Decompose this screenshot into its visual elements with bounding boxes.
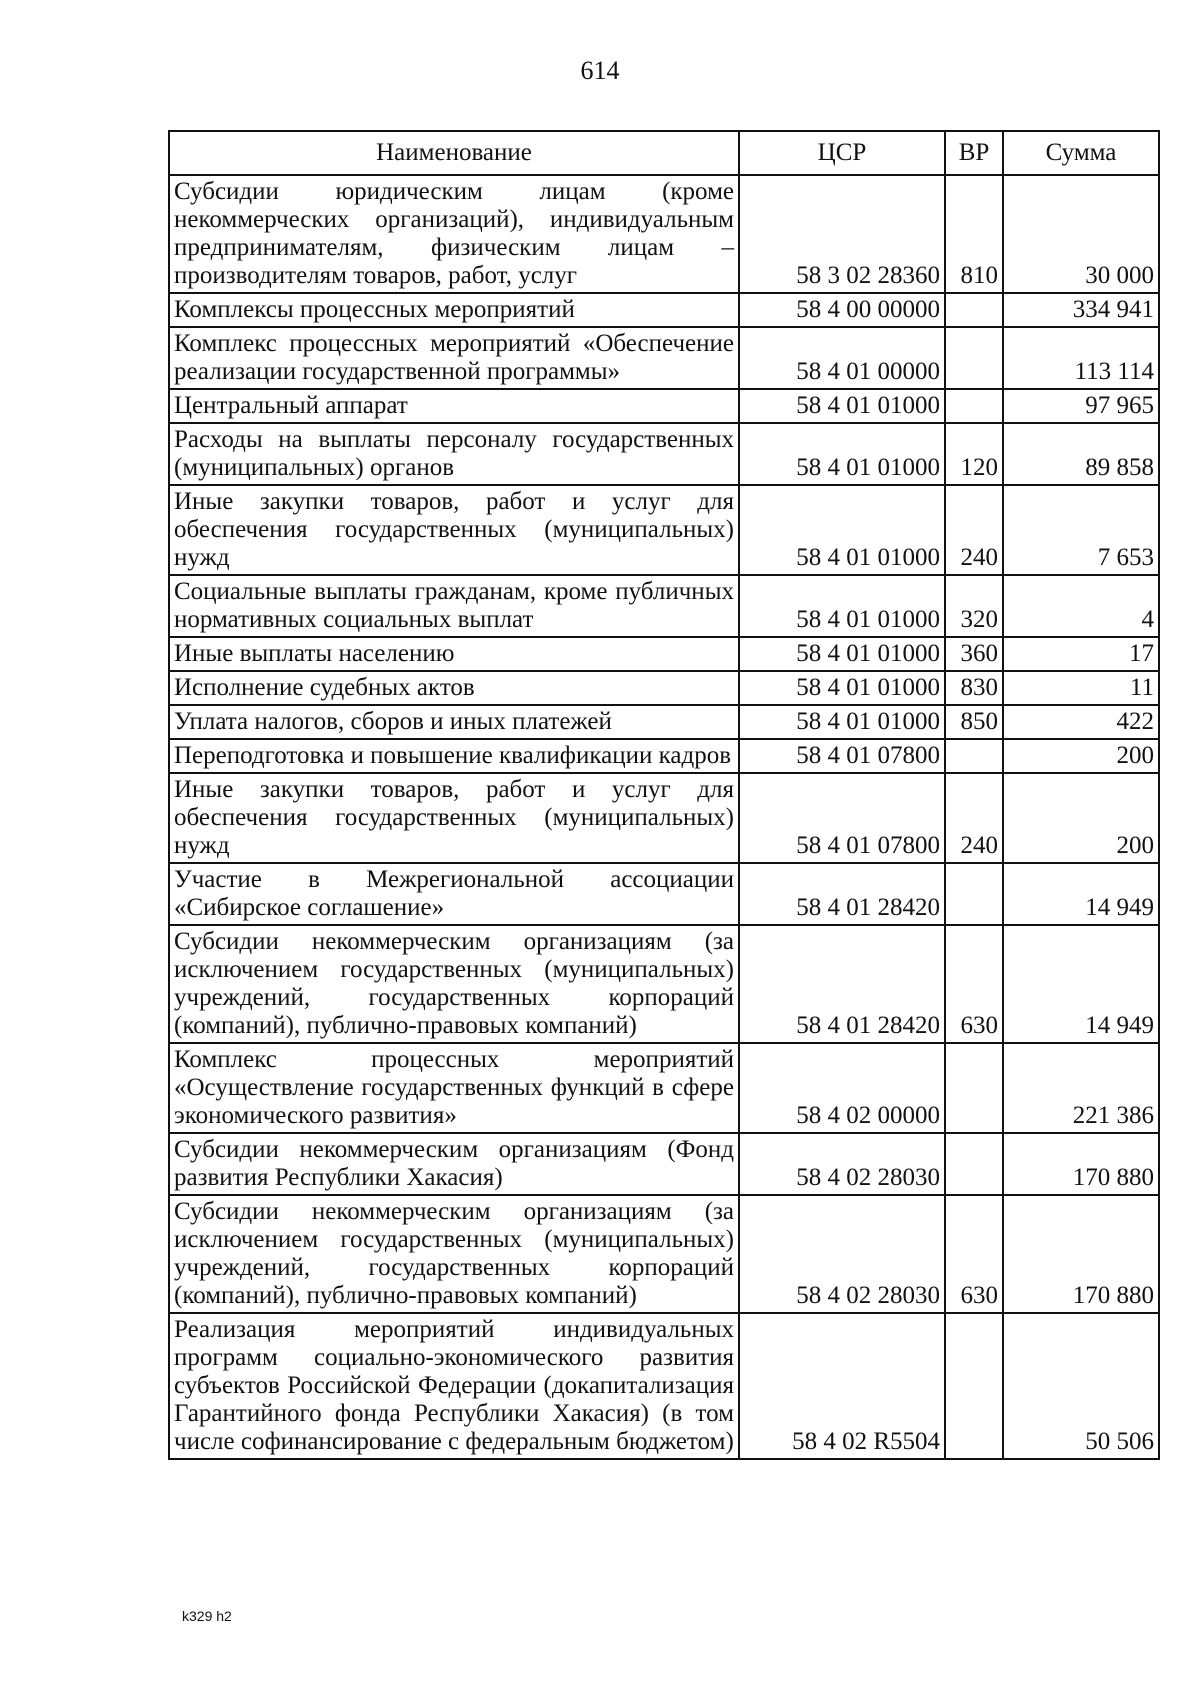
row-sum: 170 880 <box>1003 1195 1159 1313</box>
table-row <box>169 175 1159 293</box>
row-vr <box>945 1313 1003 1459</box>
row-sum: 4 <box>1003 575 1159 637</box>
row-name: Расходы на выплаты персоналу государственных (муниципальных) органов <box>169 423 739 485</box>
row-csr: 58 4 02 R5504 <box>739 1313 945 1459</box>
row-sum: 7 653 <box>1003 485 1159 575</box>
row-sum: 89 858 <box>1003 423 1159 485</box>
row-sum: 97 965 <box>1003 389 1159 423</box>
table-row <box>169 575 1159 637</box>
table-row <box>169 925 1159 1043</box>
table-row <box>169 1195 1159 1313</box>
row-csr: 58 4 01 28420 <box>739 925 945 1043</box>
row-sum: 334 941 <box>1003 293 1159 327</box>
row-sum: 50 506 <box>1003 1313 1159 1459</box>
row-sum: 30 000 <box>1003 175 1159 293</box>
row-csr: 58 4 01 01000 <box>739 423 945 485</box>
row-sum: 200 <box>1003 773 1159 863</box>
row-csr: 58 4 01 01000 <box>739 389 945 423</box>
row-csr: 58 4 01 07800 <box>739 739 945 773</box>
row-vr: 850 <box>945 705 1003 739</box>
row-vr: 810 <box>945 175 1003 293</box>
row-csr: 58 4 01 01000 <box>739 671 945 705</box>
table-row <box>169 1313 1159 1459</box>
row-name: Уплата налогов, сборов и иных платежей <box>169 705 739 739</box>
row-sum: 113 114 <box>1003 327 1159 389</box>
table-row <box>169 705 1159 739</box>
row-vr <box>945 1133 1003 1195</box>
table-row <box>169 389 1159 423</box>
row-csr: 58 4 01 00000 <box>739 327 945 389</box>
row-sum: 200 <box>1003 739 1159 773</box>
row-vr: 320 <box>945 575 1003 637</box>
row-vr <box>945 739 1003 773</box>
row-csr: 58 4 01 01000 <box>739 575 945 637</box>
row-csr: 58 4 01 28420 <box>739 863 945 925</box>
header-sum: Сумма <box>1003 131 1159 175</box>
table-row <box>169 1133 1159 1195</box>
table-row <box>169 485 1159 575</box>
row-csr: 58 4 00 00000 <box>739 293 945 327</box>
header-csr: ЦСР <box>739 131 945 175</box>
row-name: Комплексы процессных мероприятий <box>169 293 739 327</box>
row-vr: 360 <box>945 637 1003 671</box>
table-row <box>169 671 1159 705</box>
table-row <box>169 637 1159 671</box>
row-vr <box>945 863 1003 925</box>
row-name: Социальные выплаты гражданам, кроме публичных нормативных социальных выплат <box>169 575 739 637</box>
header-vr: ВР <box>945 131 1003 175</box>
row-sum: 221 386 <box>1003 1043 1159 1133</box>
table-row <box>169 863 1159 925</box>
row-csr: 58 3 02 28360 <box>739 175 945 293</box>
row-vr <box>945 389 1003 423</box>
row-name: Субсидии некоммерческим организациям (за исключением государственных (муниципальных) учреждений, государственных корпораций (компаний), публично-правовых компаний) <box>169 925 739 1043</box>
row-sum: 14 949 <box>1003 863 1159 925</box>
row-vr: 630 <box>945 925 1003 1043</box>
row-csr: 58 4 01 01000 <box>739 637 945 671</box>
table-row <box>169 327 1159 389</box>
row-name: Реализация мероприятий индивидуальных программ социально-экономического развития субъектов Российской Федерации (докапитализация Гарантийного фонда Республики Хакасия) (в том числе софинансирование с федеральным бюджетом) <box>169 1313 739 1459</box>
budget-table <box>168 130 1160 1460</box>
row-name: Иные закупки товаров, работ и услуг для обеспечения государственных (муниципальных) нужд <box>169 773 739 863</box>
row-sum: 11 <box>1003 671 1159 705</box>
row-name: Участие в Межрегиональной ассоциации «Сибирское соглашение» <box>169 863 739 925</box>
row-csr: 58 4 02 28030 <box>739 1195 945 1313</box>
table-row <box>169 423 1159 485</box>
row-vr: 240 <box>945 485 1003 575</box>
footer-code: k329 h2 <box>182 1608 232 1624</box>
row-vr: 630 <box>945 1195 1003 1313</box>
row-name: Иные закупки товаров, работ и услуг для обеспечения государственных (муниципальных) нужд <box>169 485 739 575</box>
row-name: Субсидии юридическим лицам (кроме некоммерческих организаций), индивидуальным предпринимателям, физическим лицам – производителям товаров, работ, услуг <box>169 175 739 293</box>
row-vr <box>945 327 1003 389</box>
row-sum: 170 880 <box>1003 1133 1159 1195</box>
table-header-row <box>169 131 1159 175</box>
row-vr: 240 <box>945 773 1003 863</box>
row-sum: 17 <box>1003 637 1159 671</box>
row-name: Комплекс процессных мероприятий «Обеспечение реализации государственной программы» <box>169 327 739 389</box>
row-name: Субсидии некоммерческим организациям (Фонд развития Республики Хакасия) <box>169 1133 739 1195</box>
row-csr: 58 4 01 01000 <box>739 485 945 575</box>
row-name: Комплекс процессных мероприятий «Осуществление государственных функций в сфере экономического развития» <box>169 1043 739 1133</box>
table-row <box>169 773 1159 863</box>
page-number: 614 <box>580 56 620 85</box>
row-csr: 58 4 02 28030 <box>739 1133 945 1195</box>
table-row <box>169 293 1159 327</box>
row-vr: 120 <box>945 423 1003 485</box>
row-vr <box>945 1043 1003 1133</box>
row-name: Исполнение судебных актов <box>169 671 739 705</box>
row-csr: 58 4 02 00000 <box>739 1043 945 1133</box>
table-row <box>169 739 1159 773</box>
row-name: Иные выплаты населению <box>169 637 739 671</box>
row-name: Переподготовка и повышение квалификации кадров <box>169 739 739 773</box>
row-sum: 422 <box>1003 705 1159 739</box>
row-vr <box>945 293 1003 327</box>
row-csr: 58 4 01 01000 <box>739 705 945 739</box>
row-name: Субсидии некоммерческим организациям (за исключением государственных (муниципальных) учреждений, государственных корпораций (компаний), публично-правовых компаний) <box>169 1195 739 1313</box>
table-row <box>169 1043 1159 1133</box>
header-name: Наименование <box>169 131 739 175</box>
row-csr: 58 4 01 07800 <box>739 773 945 863</box>
row-name: Центральный аппарат <box>169 389 739 423</box>
row-vr: 830 <box>945 671 1003 705</box>
row-sum: 14 949 <box>1003 925 1159 1043</box>
